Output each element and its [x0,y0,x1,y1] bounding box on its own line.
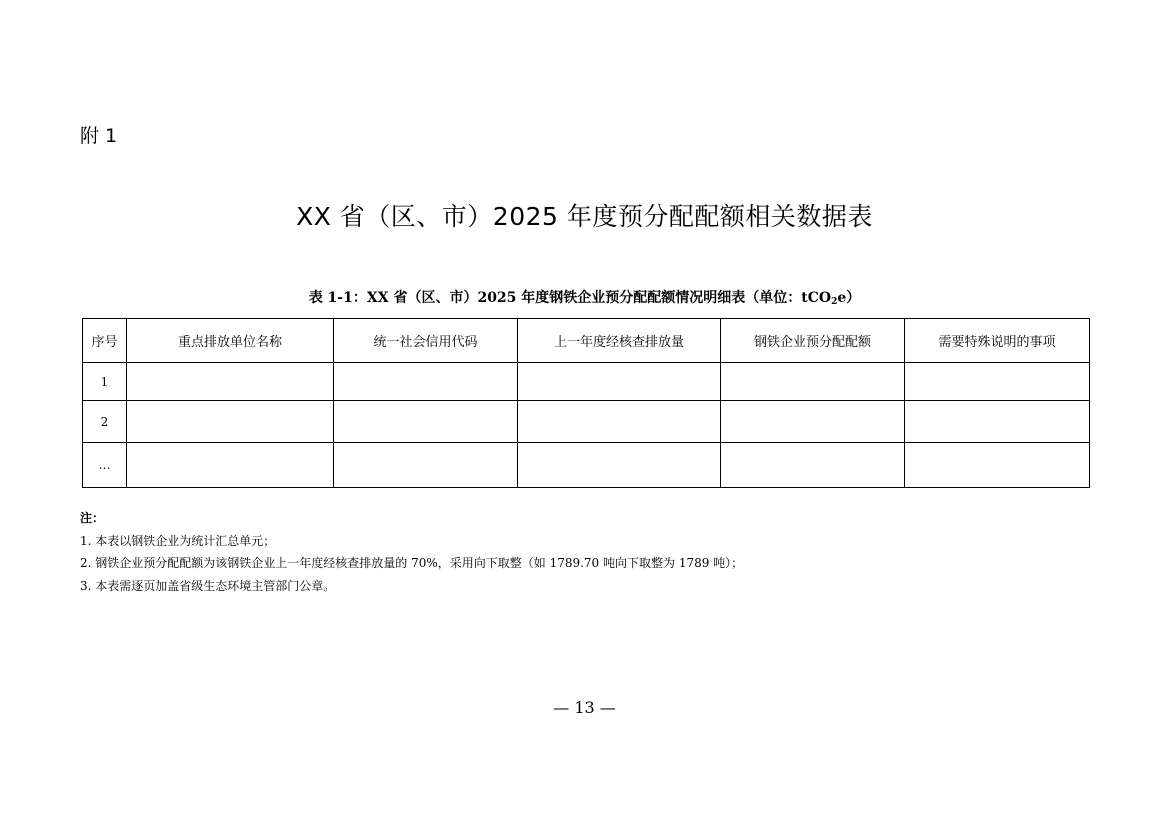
document-title: XX 省（区、市）2025 年度预分配配额相关数据表 [296,202,873,231]
table-cell: 1 [83,363,127,401]
table-cell [518,443,721,488]
table-cell [721,363,905,401]
table-cell [721,443,905,488]
notes-section [80,507,743,597]
table-cell [127,363,334,401]
table-cell [518,401,721,443]
note-item: 3. 本表需逐页加盖省级生态环境主管部门公章。 [80,578,336,593]
table-caption-main: 表 1-1：XX 省（区、市）2025 年度钢铁企业预分配配额情况明细表（单位：tCO [308,290,832,306]
table-cell [127,443,334,488]
table-caption [0,287,1169,307]
table-cell [905,443,1090,488]
table-cell [905,363,1090,401]
table-cell [518,363,721,401]
table-cell [334,443,518,488]
table-cell: … [83,443,127,488]
table-cell [905,401,1090,443]
table-cell [721,401,905,443]
attachment-label: 附 1 [80,125,118,147]
allocation-table [82,318,1090,488]
header-serial-no: 序号 [83,319,127,363]
table-caption-end: e） [837,290,861,306]
table-cell: 2 [83,401,127,443]
header-credit-code: 统一社会信用代码 [334,319,518,363]
table-header-row [83,319,1090,363]
table-row [83,401,1090,443]
table-caption-subscript: 2 [831,297,838,307]
page-number: — 13 — [553,698,616,717]
table-cell [334,401,518,443]
table-row [83,443,1090,488]
table-row [83,363,1090,401]
header-verified-emissions: 上一年度经核查排放量 [518,319,721,363]
note-item: 1. 本表以钢铁企业为统计汇总单元； [80,533,276,548]
header-unit-name: 重点排放单位名称 [127,319,334,363]
notes-heading: 注： [80,511,105,525]
header-pre-allocated-quota: 钢铁企业预分配配额 [721,319,905,363]
table-cell [127,401,334,443]
table-cell [334,363,518,401]
header-special-notes: 需要特殊说明的事项 [905,319,1090,363]
note-item: 2. 钢铁企业预分配配额为该钢铁企业上一年度经核查排放量的 70%，采用向下取整（如 1789.70 吨向下取整为 1789 吨）； [80,556,744,570]
